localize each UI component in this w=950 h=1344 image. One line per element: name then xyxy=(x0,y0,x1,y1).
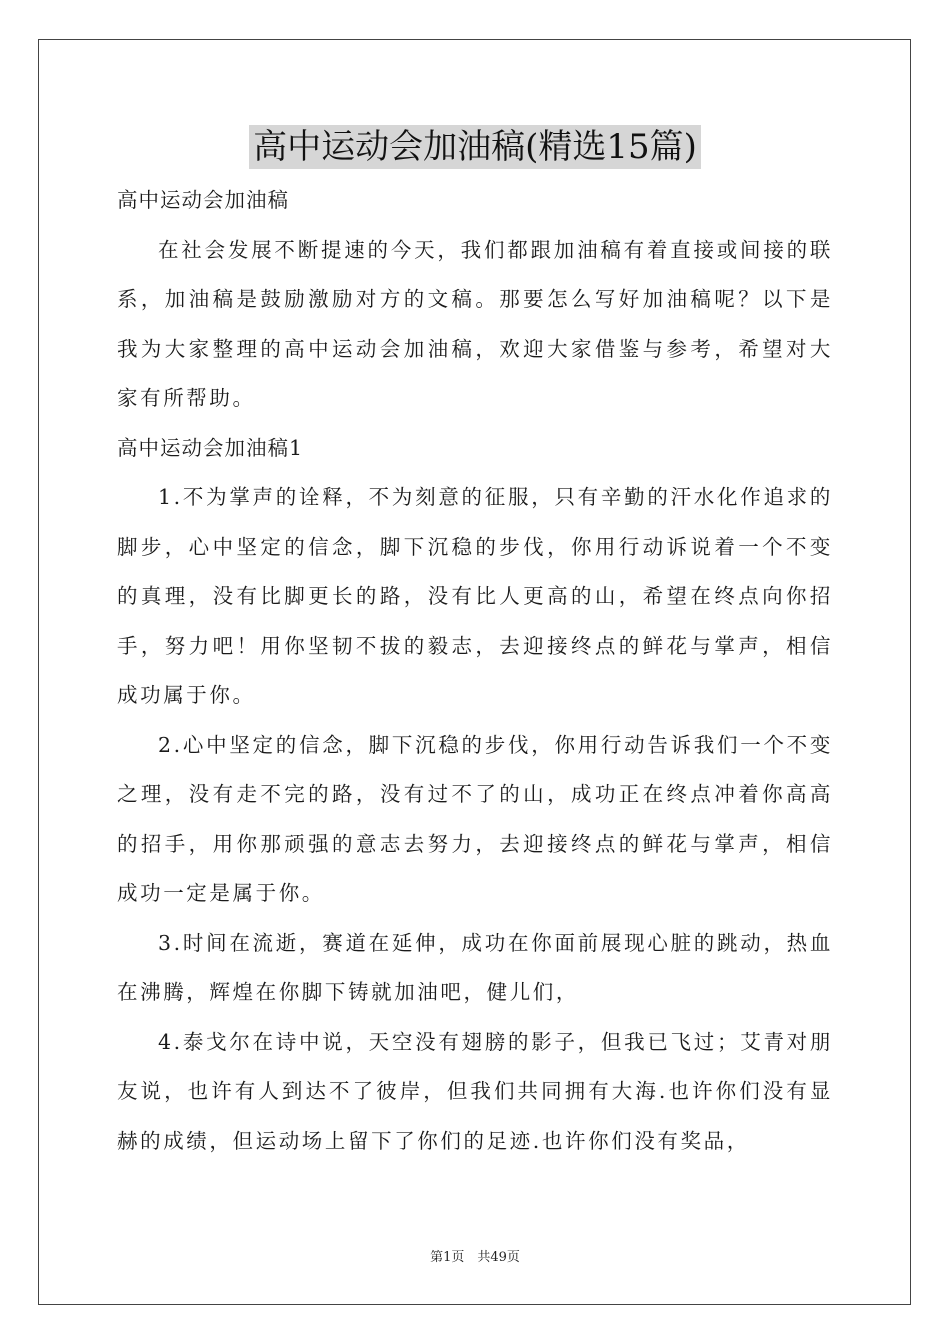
paragraph-2: 2.心中坚定的信念，脚下沉稳的步伐，你用行动告诉我们一个不变之理，没有走不完的路，没有过不了的山，成功正在终点冲着你高高的招手，用你那顽强的意志去努力，去迎接终点的鲜花与掌声，相信成功一定是属于你。 xyxy=(117,732,833,905)
page-footer: 第1页 共49页 xyxy=(430,1250,520,1265)
title-container xyxy=(0,125,950,169)
subtitle: 高中运动会加油稿 xyxy=(117,188,289,212)
paragraph-1: 1.不为掌声的诠释，不为刻意的征服，只有辛勤的汗水化作追求的脚步，心中坚定的信念，脚下沉稳的步伐，你用行动诉说着一个不变的真理，没有比脚更长的路，没有比人更高的山，希望在终点向你招手，努力吧！用你坚韧不拔的毅志，去迎接终点的鲜花与掌声，相信成功属于你。 xyxy=(117,485,833,707)
section-heading: 高中运动会加油稿1 xyxy=(117,435,304,460)
document-body xyxy=(117,176,833,1166)
paragraph-4: 4.泰戈尔在诗中说，天空没有翅膀的影子，但我已飞过；艾青对朋友说，也许有人到达不了彼岸，但我们共同拥有大海.也许你们没有显赫的成绩，但运动场上留下了你们的足迹.也许你们没有奖品， xyxy=(117,1029,833,1153)
paragraph-3: 3.时间在流逝，赛道在延伸，成功在你面前展现心脏的跳动，热血在沸腾，辉煌在你脚下铸就加油吧，健儿们， xyxy=(117,930,833,1004)
intro-paragraph: 在社会发展不断提速的今天，我们都跟加油稿有着直接或间接的联系，加油稿是鼓励激励对方的文稿。那要怎么写好加油稿呢？以下是我为大家整理的高中运动会加油稿，欢迎大家借鉴与参考，希望对大家有所帮助。 xyxy=(117,237,833,410)
document-title: 高中运动会加油稿(精选15篇) xyxy=(249,125,701,169)
